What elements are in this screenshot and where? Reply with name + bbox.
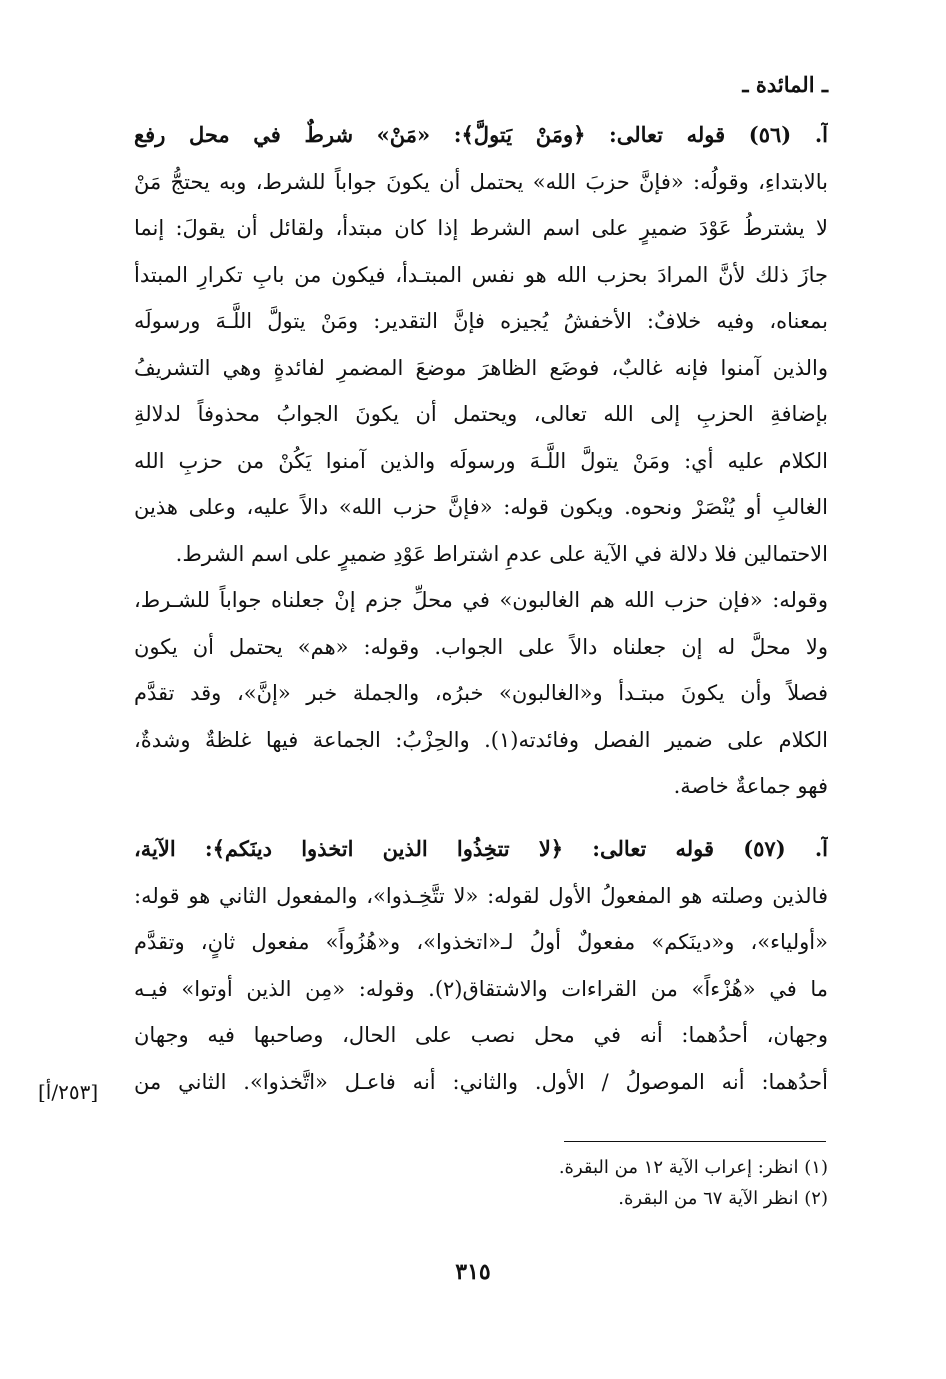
footnote-1: (١) انظر: إعراب الآية ١٢ من البقرة. [558, 1157, 828, 1178]
commentary-paragraph-57 [134, 826, 828, 1105]
chapter-header: ـ المائدة ـ [742, 72, 828, 97]
text-line: بمعناه، وفيه خلافٌ: الأخفشُ يُجيزه فإنَّ التقدير: ومَنْ يتولَّ اللَّـهَ ورسولَه [134, 309, 828, 333]
text-line: وجهان، أحدُهما: أنه في محل نصب على الحال، وصاحبها فيه وجهان [134, 1023, 828, 1047]
text-line: بإضافةِ الحزبِ إلى الله تعالى، ويحتمل أن يكونَ الجوابُ محذوفاً لدلالةِ [134, 402, 828, 426]
text-line: ما في «هُزْءاً» من القراءات والاشتقاق(٢). وقوله: «مِن الذين أوتوا» فيـه [134, 976, 828, 1001]
footnote-divider [564, 1141, 826, 1142]
text-line: أحدُهما: أنه الموصولُ / الأول. والثاني: أنه فاعـل «اتَّخذوا». الثاني من [134, 1069, 828, 1094]
text-line: الاحتمالين فلا دلالة في الآية على عدمِ اشتراط عَوْدِ ضميرٍ على اسم الشرط. [175, 541, 828, 566]
text-line: «أولياء»، و«دينَكم» مفعولٌ أولُ لـ«اتخذوا»، و«هُزُواً» مفعول ثانٍ، وتقدَّم [134, 930, 828, 954]
text-line: لا يشترطُ عَوْدَ ضميرٍ على اسم الشرط إذا كان مبتدأ، ولقائل أن يقولَ: إنما [134, 216, 828, 240]
text-line: فهو جماعةٌ خاصة. [673, 774, 828, 798]
text-line: الغالبِ أو يُنْصَرْ ونحوه. ويكون قوله: «فإنَّ حزب الله» دالاً عليه، وعلى هذين [134, 495, 828, 519]
footnotes [408, 1152, 828, 1214]
text-line: فصلاً وأن يكونَ مبتـدأ و«الغالبون» خبرُه، والجملة خبر «إنَّ»، وقد تقدَّم [134, 681, 828, 705]
commentary-paragraph-56 [134, 112, 828, 810]
verse-heading-56: آ. (٥٦) قوله تعالى: ﴿ومَنْ يَتولَّ﴾: «مَنْ» شرطٌ في محل رفع [134, 122, 828, 147]
text-line: فالذين وصلته هو المفعولُ الأول لقوله: «لا تتَّخِـذوا»، والمفعول الثاني هو قوله: [134, 883, 828, 908]
footnote-2: (٢) انظر الآية ٦٧ من البقرة. [618, 1188, 828, 1209]
text-line: الكلام على ضمير الفصل وفائدته(١). والحِزْبُ: الجماعة فيها غلظةٌ وشدةٌ، [134, 727, 828, 752]
text-line: جازَ ذلك لأنَّ المرادَ بحزب الله هو نفس المبتـدأ، فيكون من بابِ تكرارِ المبتدأ [134, 262, 828, 287]
text-line: ولا محلَّ له إن جعلناه دالاً على الجواب. وقوله: «هم» يحتمل أن يكون [134, 634, 828, 659]
manuscript-folio-reference: [٢٥٣/أ] [38, 1080, 99, 1104]
page-number: ٣١٥ [455, 1259, 491, 1285]
text-line: وقوله: «فإن حزب الله هم الغالبون» في محلِّ جزم إنْ جعلناه جواباً للشـرط، [134, 588, 828, 612]
text-line: بالابتداءِ، وقولُه: «فإنَّ حزبَ الله» يحتمل أن يكونَ جواباً للشرط، وبه يحتجُّ مَنْ [134, 169, 828, 194]
text-line: الكلام عليه أي: ومَنْ يتولَّ اللَّـهَ ورسولَه والذين آمنوا يَكُنْ من حزبِ الله [134, 448, 828, 473]
verse-heading-57: آ. (٥٧) قوله تعالى: ﴿لا تتخِذُوا الذين اتخذوا دينَكم﴾: الآية، [134, 836, 828, 861]
text-line: والذين آمنوا فإنه غالبٌ، فوضَع الظاهرَ موضعَ المضمرِ لفائدةٍ وهي التشريفُ [134, 355, 828, 380]
